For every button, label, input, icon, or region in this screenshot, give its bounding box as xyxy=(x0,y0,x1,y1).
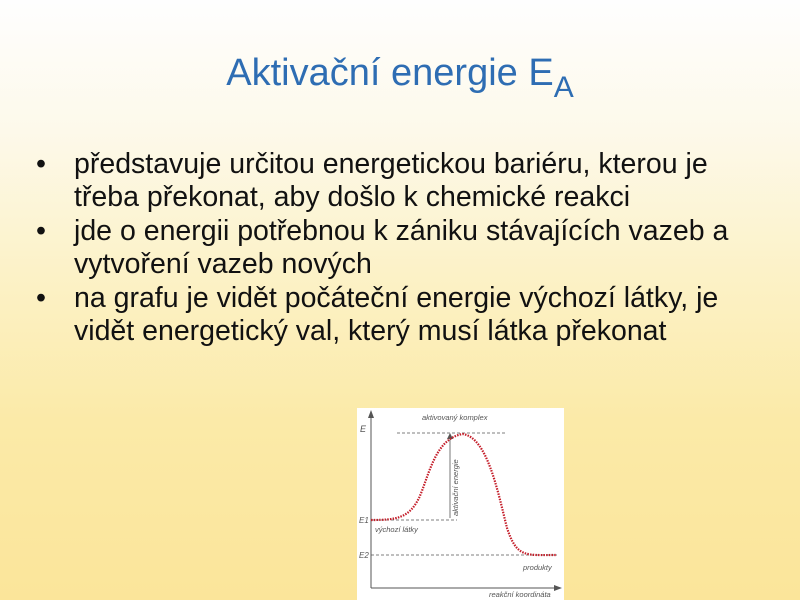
energy-diagram-figure xyxy=(357,408,564,600)
slide-title-main: Aktivační energie E xyxy=(226,52,554,94)
bullet-item xyxy=(36,282,776,348)
energy-diagram xyxy=(357,408,564,600)
bullet-list xyxy=(36,148,776,349)
bullet-dot: • xyxy=(36,148,46,180)
reaction-curve xyxy=(371,434,557,555)
x-axis-label: reakční koordináta xyxy=(489,590,551,599)
y-axis-label: E xyxy=(360,424,367,434)
bullet-text: představuje určitou energetickou bariéru, kterou je třeba překonat, aby došlo k chemické reakci xyxy=(74,148,708,213)
products-label: produkty xyxy=(523,563,552,572)
bullet-item xyxy=(36,215,776,281)
bullet-text: na grafu je vidět počáteční energie výchozí látky, je vidět energetický val, který musí látka překonat xyxy=(74,282,719,347)
slide-title xyxy=(0,52,800,104)
e1-label: E1 xyxy=(359,516,369,525)
y-axis-arrow xyxy=(368,410,374,418)
slide-title-subscript: A xyxy=(553,71,574,104)
bullet-dot: • xyxy=(36,215,46,247)
bullet-dot: • xyxy=(36,282,46,314)
bullet-item xyxy=(36,148,776,214)
bullet-text: jde o energii potřebnou k zániku stávajících vazeb a vytvoření vazeb nových xyxy=(74,215,729,280)
reactants-label: výchozí látky xyxy=(375,525,418,534)
activated-complex-label: aktivovaný komplex xyxy=(422,413,488,422)
e2-label: E2 xyxy=(359,551,369,560)
activation-energy-label: aktivační energie xyxy=(451,459,460,516)
x-axis-arrow xyxy=(554,585,562,591)
